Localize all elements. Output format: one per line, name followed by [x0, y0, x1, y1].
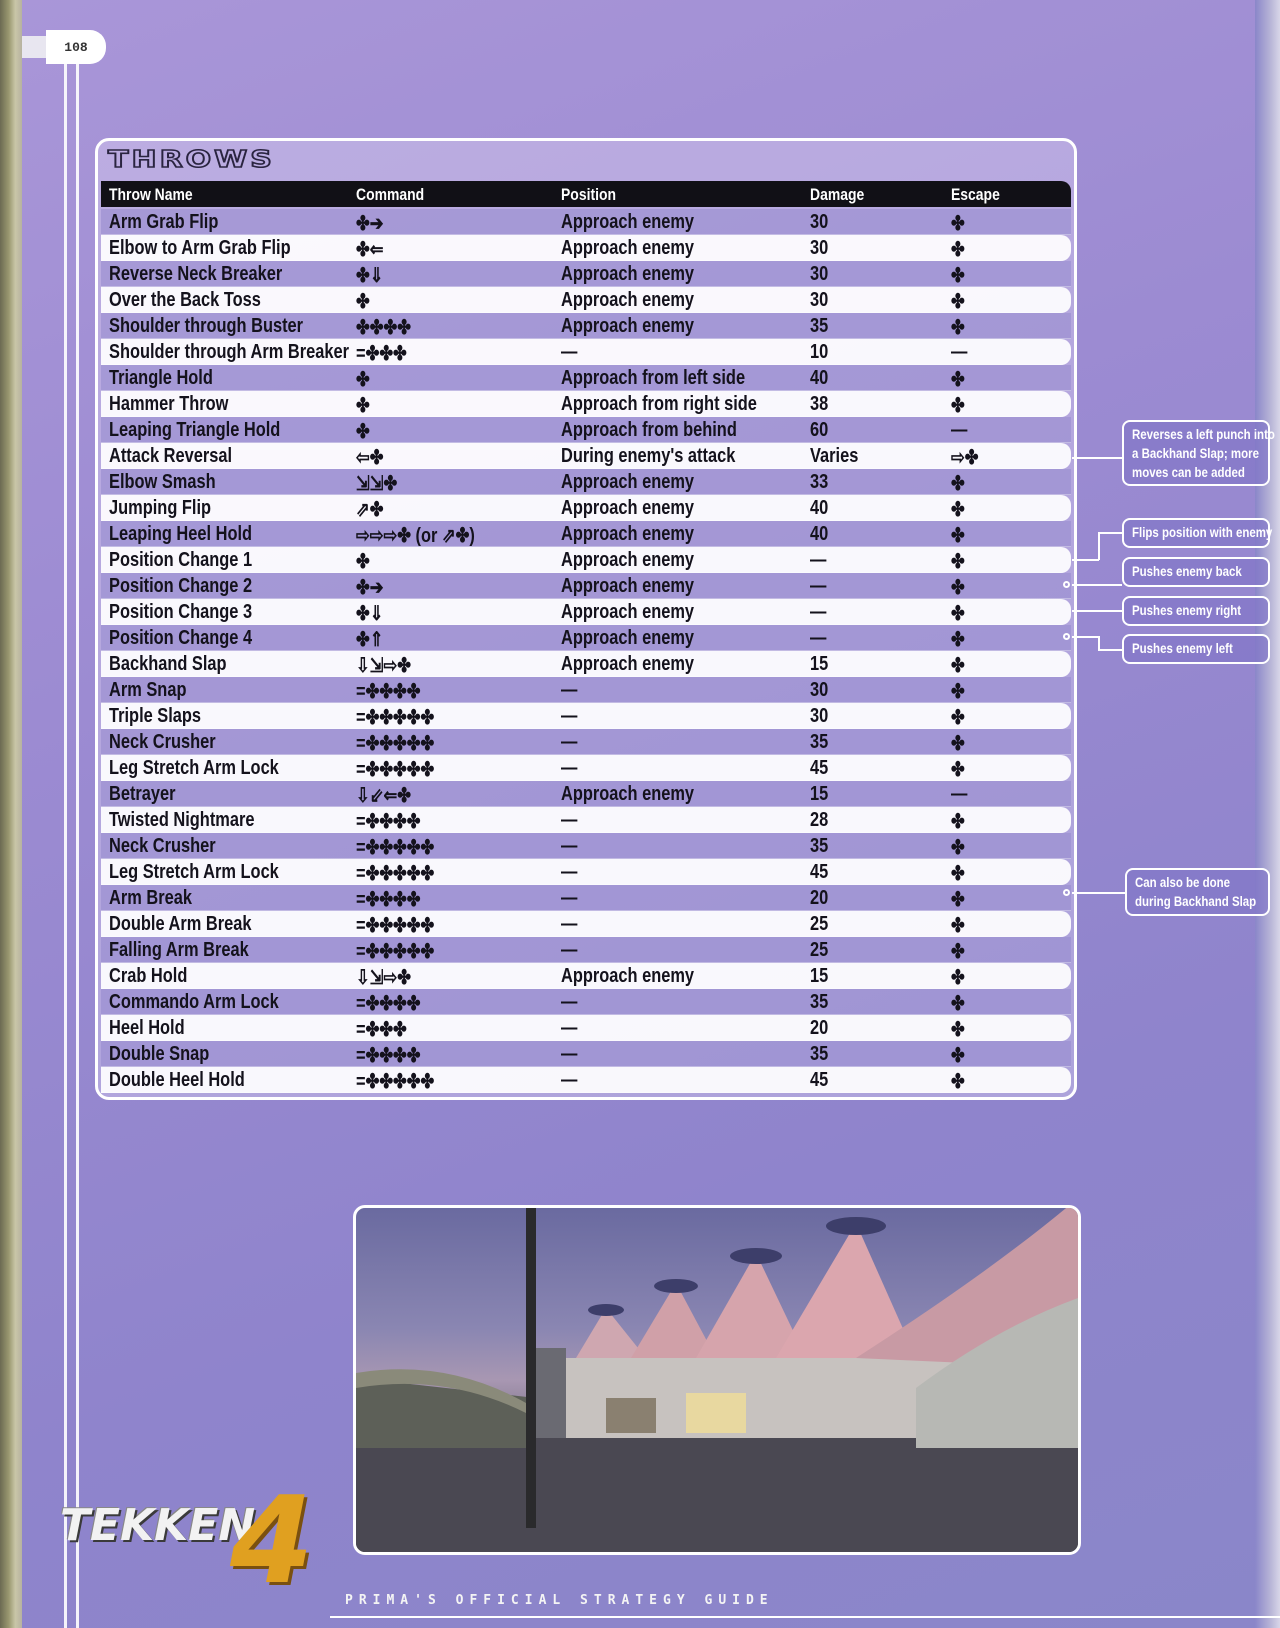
note-connector — [1072, 584, 1122, 586]
throw-name-cell: Position Change 4 — [109, 627, 253, 649]
throw-name-cell: Leg Stretch Arm Lock — [109, 757, 279, 779]
table-row — [101, 833, 1071, 859]
table-row — [101, 313, 1071, 339]
throw-name-cell: Double Arm Break — [109, 913, 252, 935]
damage-cell: 30 — [810, 705, 829, 727]
command-cell: ✤⇑ — [356, 629, 384, 651]
escape-cell: ✤ — [951, 993, 965, 1015]
throw-name-cell: Arm Snap — [109, 679, 187, 701]
damage-cell: 38 — [810, 393, 829, 415]
logo-number: 4 — [230, 1472, 314, 1611]
header-command: Command — [356, 185, 425, 204]
note-line: Flips position with enemy — [1132, 524, 1273, 540]
position-cell: Approach enemy — [561, 549, 695, 571]
table-row — [101, 885, 1071, 911]
command-cell: ✤⇐ — [356, 239, 384, 261]
command-cell: =✤✤✤✤ — [356, 889, 421, 911]
throw-name-cell: Elbow Smash — [109, 471, 216, 493]
damage-cell: 45 — [810, 1069, 829, 1091]
escape-cell: ✤ — [951, 1071, 965, 1093]
table-row — [101, 261, 1071, 287]
table-row — [101, 781, 1071, 807]
table-row — [101, 521, 1071, 547]
damage-cell: 40 — [810, 523, 829, 545]
note-connector — [1098, 532, 1122, 534]
escape-cell: ✤ — [951, 837, 965, 859]
command-cell: ✤⇓ — [356, 603, 384, 625]
table-row — [101, 963, 1071, 989]
escape-cell: ✤ — [951, 499, 965, 521]
escape-cell: ✤ — [951, 941, 965, 963]
table-row — [101, 235, 1071, 261]
position-cell: — — [561, 913, 578, 935]
command-cell: ⇨⇨⇨✤ (or ⇗✤) — [356, 525, 475, 547]
escape-cell: ⇨✤ — [951, 447, 979, 469]
position-cell: — — [561, 341, 578, 363]
escape-cell: ✤ — [951, 239, 965, 261]
command-cell: ⇗✤ — [356, 499, 384, 521]
throw-name-cell: Position Change 2 — [109, 575, 253, 597]
header-escape: Escape — [951, 185, 1000, 204]
damage-cell: 60 — [810, 419, 829, 441]
position-cell: Approach enemy — [561, 471, 695, 493]
escape-cell: ✤ — [951, 811, 965, 833]
note-line: moves can be added — [1132, 464, 1245, 480]
position-cell: Approach enemy — [561, 627, 695, 649]
throw-name-cell: Elbow to Arm Grab Flip — [109, 237, 291, 259]
throw-name-cell: Attack Reversal — [109, 445, 233, 467]
position-cell: — — [561, 991, 578, 1013]
position-cell: Approach enemy — [561, 523, 695, 545]
note-connector — [1072, 610, 1122, 612]
page-edge — [1255, 0, 1280, 1628]
throw-name-cell: Heel Hold — [109, 1017, 185, 1039]
damage-cell: 33 — [810, 471, 829, 493]
table-row — [101, 417, 1071, 443]
note-connector-dot — [1063, 581, 1070, 588]
command-cell: =✤✤✤✤ — [356, 993, 421, 1015]
table-row — [101, 1041, 1071, 1067]
escape-cell: ✤ — [951, 577, 965, 599]
game-screenshot — [353, 1205, 1081, 1555]
table-row — [101, 287, 1071, 313]
damage-cell: 25 — [810, 939, 829, 961]
table-row — [101, 1067, 1071, 1093]
command-cell: ✤ — [356, 421, 370, 443]
damage-cell: 35 — [810, 315, 829, 337]
position-cell: — — [561, 835, 578, 857]
airport-stage-illustration — [356, 1208, 1078, 1552]
position-cell: Approach enemy — [561, 965, 695, 987]
position-cell: — — [561, 809, 578, 831]
position-cell: Approach from behind — [561, 419, 737, 441]
escape-cell: — — [951, 419, 968, 441]
note-line: Pushes enemy right — [1132, 602, 1242, 618]
position-cell: — — [561, 705, 578, 727]
header-damage: Damage — [810, 185, 865, 204]
escape-cell: ✤ — [951, 1019, 965, 1041]
command-cell: ⇩⇲⇨✤ — [356, 655, 411, 677]
throw-name-cell: Triangle Hold — [109, 367, 213, 389]
escape-cell: — — [951, 341, 968, 363]
note-connector — [1072, 892, 1125, 894]
escape-cell: ✤ — [951, 1045, 965, 1067]
command-cell: ✤ — [356, 369, 370, 391]
position-cell: During enemy's attack — [561, 445, 736, 467]
command-cell: =✤✤✤✤ — [356, 1045, 421, 1067]
tekken4-logo — [60, 1472, 330, 1611]
position-cell: — — [561, 1043, 578, 1065]
note-connector — [1098, 649, 1122, 651]
damage-cell: — — [810, 549, 827, 571]
throw-name-cell: Reverse Neck Breaker — [109, 263, 283, 285]
table-row — [101, 807, 1071, 833]
note-line: Pushes enemy back — [1132, 563, 1242, 579]
throw-name-cell: Position Change 1 — [109, 549, 253, 571]
position-cell: — — [561, 861, 578, 883]
note-position-change-1 — [1122, 518, 1273, 548]
table-row — [101, 209, 1071, 235]
escape-cell: ✤ — [951, 369, 965, 391]
position-cell: Approach enemy — [561, 315, 695, 337]
escape-cell: ✤ — [951, 915, 965, 937]
table-row — [101, 729, 1071, 755]
position-cell: Approach enemy — [561, 263, 695, 285]
table-row — [101, 937, 1071, 963]
throw-name-cell: Triple Slaps — [109, 705, 202, 727]
throws-table-body — [101, 209, 1071, 1093]
table-row — [101, 391, 1071, 417]
damage-cell: 35 — [810, 731, 829, 753]
command-cell: =✤✤✤✤✤ — [356, 759, 435, 781]
table-row — [101, 677, 1071, 703]
damage-cell: 20 — [810, 887, 829, 909]
command-cell: =✤✤✤ — [356, 1019, 407, 1041]
position-cell: — — [561, 939, 578, 961]
throw-name-cell: Betrayer — [109, 783, 176, 805]
note-connector-dot — [1063, 633, 1070, 640]
command-cell: ✤➔ — [356, 213, 384, 235]
margin-rule-2 — [76, 40, 79, 1628]
escape-cell: ✤ — [951, 213, 965, 235]
note-position-change-4 — [1122, 634, 1270, 664]
throw-name-cell: Neck Crusher — [109, 835, 216, 857]
position-cell: Approach enemy — [561, 237, 695, 259]
throw-name-cell: Commando Arm Lock — [109, 991, 279, 1013]
throw-name-cell: Shoulder through Arm Breaker — [109, 341, 349, 363]
command-cell: =✤✤✤✤✤ — [356, 1071, 435, 1093]
table-row — [101, 859, 1071, 885]
note-connector — [1098, 532, 1100, 560]
footer-guide-title: PRIMA'S OFFICIAL STRATEGY GUIDE — [345, 1593, 774, 1608]
command-cell: =✤✤✤✤✤ — [356, 915, 435, 937]
throw-name-cell: Leaping Heel Hold — [109, 523, 253, 545]
logo-text: TEKKEN — [60, 1500, 256, 1551]
table-row — [101, 495, 1071, 521]
escape-cell: ✤ — [951, 707, 965, 729]
command-cell: =✤✤✤✤✤ — [356, 707, 435, 729]
table-row — [101, 703, 1071, 729]
damage-cell: 30 — [810, 263, 829, 285]
throw-name-cell: Position Change 3 — [109, 601, 253, 623]
damage-cell: 28 — [810, 809, 829, 831]
command-cell: ✤✤✤✤ — [356, 317, 411, 339]
position-cell: Approach enemy — [561, 783, 695, 805]
escape-cell: ✤ — [951, 291, 965, 313]
table-row — [101, 989, 1071, 1015]
position-cell: Approach from right side — [561, 393, 757, 415]
command-cell: =✤✤✤✤✤ — [356, 733, 435, 755]
throw-name-cell: Leaping Triangle Hold — [109, 419, 281, 441]
table-row — [101, 443, 1071, 469]
throw-name-cell: Leg Stretch Arm Lock — [109, 861, 279, 883]
damage-cell: 45 — [810, 757, 829, 779]
position-cell: Approach enemy — [561, 497, 695, 519]
throw-name-cell: Neck Crusher — [109, 731, 216, 753]
note-connector — [1072, 559, 1099, 561]
footer-rule — [330, 1616, 1280, 1618]
command-cell: =✤✤✤✤✤ — [356, 941, 435, 963]
damage-cell: 15 — [810, 783, 829, 805]
command-cell: ✤ — [356, 291, 370, 313]
table-row — [101, 339, 1071, 365]
damage-cell: 35 — [810, 991, 829, 1013]
escape-cell: ✤ — [951, 759, 965, 781]
note-position-change-2 — [1122, 557, 1270, 587]
escape-cell: ✤ — [951, 265, 965, 287]
damage-cell: 30 — [810, 289, 829, 311]
throw-name-cell: Double Snap — [109, 1043, 210, 1065]
escape-cell: ✤ — [951, 629, 965, 651]
command-cell: ✤⇓ — [356, 265, 384, 287]
position-cell: Approach enemy — [561, 653, 695, 675]
note-line: a Backhand Slap; more — [1132, 445, 1259, 461]
position-cell: Approach enemy — [561, 575, 695, 597]
page-number: 108 — [46, 30, 106, 64]
position-cell: — — [561, 757, 578, 779]
damage-cell: Varies — [810, 445, 859, 467]
position-cell: — — [561, 887, 578, 909]
throw-name-cell: Backhand Slap — [109, 653, 227, 675]
command-cell: =✤✤✤✤✤ — [356, 837, 435, 859]
note-line: Can also be done — [1135, 874, 1231, 890]
command-cell: =✤✤✤✤ — [356, 811, 421, 833]
command-cell: ✤ — [356, 551, 370, 573]
header-position: Position — [561, 185, 616, 204]
table-row — [101, 1015, 1071, 1041]
note-attack-reversal — [1122, 420, 1275, 486]
header-throw-name: Throw Name — [109, 185, 193, 204]
throw-name-cell: Over the Back Toss — [109, 289, 261, 311]
damage-cell: 10 — [810, 341, 829, 363]
table-row — [101, 599, 1071, 625]
note-position-change-3 — [1122, 596, 1270, 626]
damage-cell: 20 — [810, 1017, 829, 1039]
throw-name-cell: Arm Break — [109, 887, 192, 909]
damage-cell: 30 — [810, 211, 829, 233]
position-cell: — — [561, 1069, 578, 1091]
table-row — [101, 651, 1071, 677]
position-cell: — — [561, 1017, 578, 1039]
escape-cell: ✤ — [951, 551, 965, 573]
escape-cell: — — [951, 783, 968, 805]
table-row — [101, 469, 1071, 495]
escape-cell: ✤ — [951, 317, 965, 339]
section-title: THROWS — [108, 146, 275, 174]
note-line: Pushes enemy left — [1132, 640, 1233, 656]
command-cell: ⇩⇲⇨✤ — [356, 967, 411, 989]
note-connector — [1098, 636, 1100, 650]
escape-cell: ✤ — [951, 967, 965, 989]
throw-name-cell: Jumping Flip — [109, 497, 212, 519]
damage-cell: 15 — [810, 965, 829, 987]
damage-cell: 25 — [810, 913, 829, 935]
escape-cell: ✤ — [951, 395, 965, 417]
throw-name-cell: Shoulder through Buster — [109, 315, 304, 337]
note-arm-break — [1125, 868, 1270, 916]
throw-name-cell: Arm Grab Flip — [109, 211, 219, 233]
throw-name-cell: Crab Hold — [109, 965, 188, 987]
position-cell: Approach enemy — [561, 289, 695, 311]
table-row — [101, 573, 1071, 599]
note-line: during Backhand Slap — [1135, 893, 1257, 909]
note-connector — [1072, 457, 1122, 459]
table-header — [101, 181, 1071, 207]
throw-name-cell: Falling Arm Break — [109, 939, 249, 961]
position-cell: — — [561, 731, 578, 753]
note-connector — [1072, 636, 1098, 638]
margin-rule-1 — [64, 40, 67, 1628]
command-cell: ⇲⇲✤ — [356, 473, 398, 495]
damage-cell: 30 — [810, 679, 829, 701]
damage-cell: 15 — [810, 653, 829, 675]
damage-cell: — — [810, 575, 827, 597]
escape-cell: ✤ — [951, 681, 965, 703]
escape-cell: ✤ — [951, 525, 965, 547]
escape-cell: ✤ — [951, 889, 965, 911]
table-row — [101, 547, 1071, 573]
position-cell: Approach enemy — [561, 601, 695, 623]
command-cell: =✤✤✤ — [356, 343, 407, 365]
escape-cell: ✤ — [951, 863, 965, 885]
position-cell: — — [561, 679, 578, 701]
escape-cell: ✤ — [951, 473, 965, 495]
damage-cell: — — [810, 627, 827, 649]
escape-cell: ✤ — [951, 655, 965, 677]
throw-name-cell: Hammer Throw — [109, 393, 229, 415]
damage-cell: 40 — [810, 497, 829, 519]
damage-cell: 45 — [810, 861, 829, 883]
note-connector-dot — [1063, 889, 1070, 896]
command-cell: ✤ — [356, 395, 370, 417]
table-row — [101, 911, 1071, 937]
note-line: Reverses a left punch into — [1132, 426, 1275, 442]
table-row — [101, 625, 1071, 651]
escape-cell: ✤ — [951, 733, 965, 755]
damage-cell: 30 — [810, 237, 829, 259]
damage-cell: 40 — [810, 367, 829, 389]
throw-name-cell: Twisted Nightmare — [109, 809, 255, 831]
table-row — [101, 755, 1071, 781]
command-cell: =✤✤✤✤ — [356, 681, 421, 703]
throw-name-cell: Double Heel Hold — [109, 1069, 245, 1091]
book-spine — [0, 0, 22, 1628]
command-cell: =✤✤✤✤✤ — [356, 863, 435, 885]
command-cell: ✤➔ — [356, 577, 384, 599]
table-row — [101, 365, 1071, 391]
command-cell: ⇩⇙⇐✤ — [356, 785, 411, 807]
damage-cell: — — [810, 601, 827, 623]
escape-cell: ✤ — [951, 603, 965, 625]
position-cell: Approach from left side — [561, 367, 746, 389]
damage-cell: 35 — [810, 1043, 829, 1065]
damage-cell: 35 — [810, 835, 829, 857]
position-cell: Approach enemy — [561, 211, 695, 233]
command-cell: ⇦✤ — [356, 447, 384, 469]
